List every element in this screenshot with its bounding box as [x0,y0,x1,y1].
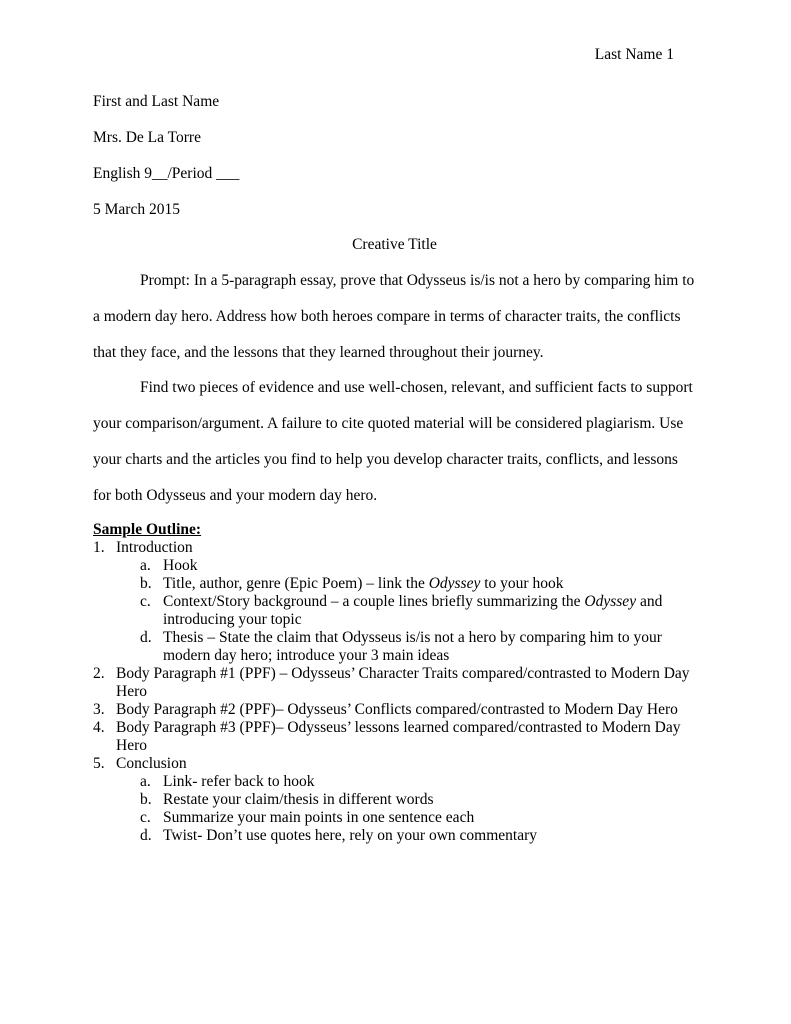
paragraph-line: a modern day hero. Address how both heroes compare in terms of character traits, the conflicts [93,308,681,325]
student-name-line: First and Last Name [93,93,220,110]
outline-subitem-letter: b. [140,791,152,808]
outline-item [93,539,713,557]
outline-subitem-letter: a. [140,773,151,790]
date-line: 5 March 2015 [93,201,180,218]
essay-title: Creative Title [352,236,437,253]
outline-subitem-text: Twist- Don’t use quotes here, rely on your own commentary [163,827,537,844]
outline-item-text: Introduction [116,539,193,556]
outline-subitem-text: Hook [163,557,198,574]
paragraph-line: Prompt: In a 5-paragraph essay, prove that Odysseus is/is not a hero by comparing him to [140,272,695,289]
outline-item-number: 5. [93,755,105,772]
outline-subitem-text: Title, author, genre (Epic Poem) – link the [163,575,429,592]
outline-subitem-text: Context/Story background – a couple lines briefly summarizing the [163,593,585,610]
outline-subitem [93,809,713,827]
outline-item-number: 2. [93,665,105,682]
work-title-italic: Odyssey [584,593,637,610]
outline-subitem [93,629,713,665]
outline-item-text: Hero [116,683,147,700]
outline-subitem-text: Restate your claim/thesis in different words [163,791,434,808]
outline-subitem [93,575,713,593]
outline-subitem-letter: c. [140,809,151,826]
outline-subitem-text: to your hook [480,575,564,592]
outline-item-text: Hero [116,737,147,754]
outline-subitem-letter: d. [140,827,152,844]
outline-subitem-text: Link- refer back to hook [163,773,315,790]
outline-item-number: 3. [93,701,105,718]
teacher-line: Mrs. De La Torre [93,129,201,146]
outline-subitem-letter: a. [140,557,151,574]
outline-subitem [93,557,713,575]
outline-subitem [93,827,713,845]
outline-item-text: Conclusion [116,755,187,772]
outline-item-number: 1. [93,539,105,556]
outline-subitem [93,593,713,629]
paragraph-line: Find two pieces of evidence and use well-chosen, relevant, and sufficient facts to support [140,379,693,396]
outline-item-text: Body Paragraph #1 (PPF) – Odysseus’ Character Traits compared/contrasted to Modern Day [116,665,690,682]
outline-subitem-letter: d. [140,629,152,646]
outline-subitem-text: Summarize your main points in one sentence each [163,809,475,826]
paragraph-line: your comparison/argument. A failure to cite quoted material will be considered plagiarism. Use [93,415,684,432]
outline-subitem-letter: c. [140,593,151,610]
outline-subitem-text: and [636,593,663,610]
sample-outline [93,521,713,845]
class-period-line: English 9__/Period ___ [93,165,240,182]
outline-subitem [93,791,713,809]
prompt-paragraph [93,263,705,371]
outline-item-number: 4. [93,719,105,736]
outline-subitem [93,773,713,791]
outline-item-text: Body Paragraph #2 (PPF)– Odysseus’ Conflicts compared/contrasted to Modern Day Hero [116,701,678,718]
outline-item [93,665,713,701]
outline-subitem-text: introducing your topic [163,611,302,628]
paragraph-line: for both Odysseus and your modern day hero. [93,487,378,504]
evidence-paragraph [93,370,705,514]
outline-item [93,755,713,773]
paragraph-line: your charts and the articles you find to help you develop character traits, conflicts, and lessons [93,451,678,468]
outline-item [93,701,713,719]
outline-subitem-text: Thesis – State the claim that Odysseus is/is not a hero by comparing him to your [163,629,662,646]
paragraph-line: that they face, and the lessons that they learned throughout their journey. [93,344,544,361]
work-title-italic: Odyssey [428,575,481,592]
outline-item [93,719,713,755]
outline-heading: Sample Outline: [93,521,202,538]
running-head: Last Name 1 [594,46,674,63]
outline-item-text: Body Paragraph #3 (PPF)– Odysseus’ lessons learned compared/contrasted to Modern Day [116,719,681,736]
outline-subitem-text: modern day hero; introduce your 3 main ideas [163,647,450,664]
outline-subitem-letter: b. [140,575,152,592]
